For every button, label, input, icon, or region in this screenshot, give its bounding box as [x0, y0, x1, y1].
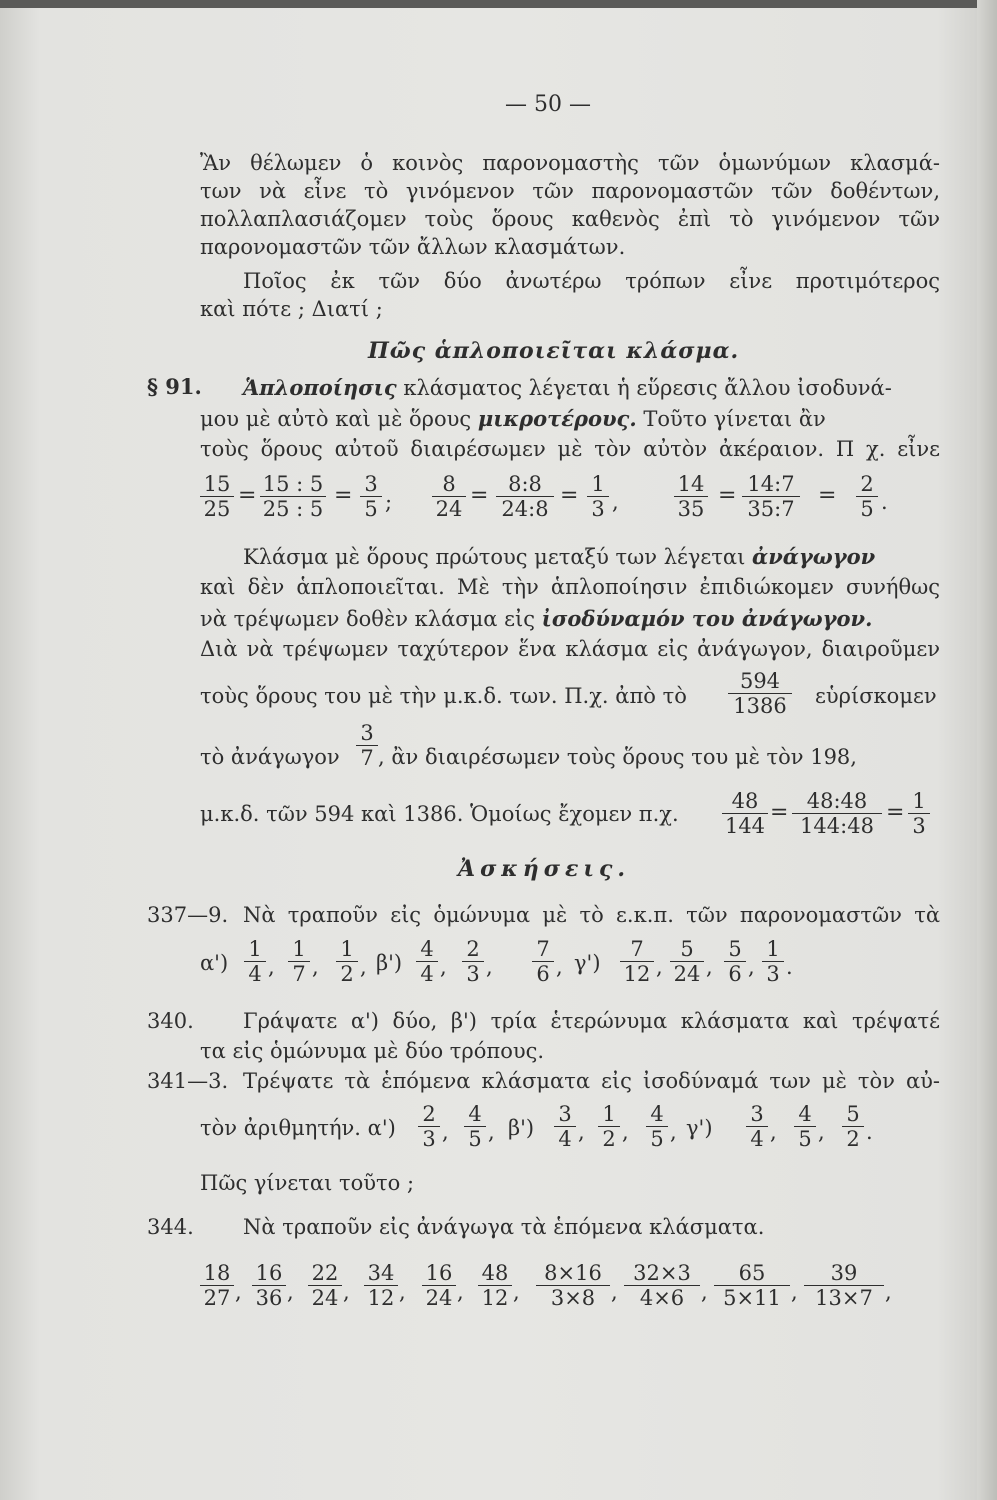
s91-line-2 [200, 405, 940, 433]
frac-15-25 [200, 473, 234, 520]
den: 4 [248, 962, 262, 986]
separator: , [818, 1120, 825, 1144]
num: 3 [554, 1103, 576, 1127]
irr-line-2: καὶ δὲν ἁπλοποιεῖται. Μὲ τὴν ἁπλοποίησιν ἐπιδιώκομεν συνήθως [200, 575, 940, 599]
exercise-340-line-2: τα εἰς ὁμώνυμα μὲ δύο τρόπους. [200, 1039, 545, 1063]
separator: , [612, 490, 619, 514]
exercise-340-number: 340. [147, 1009, 194, 1033]
irr-line-5-b: εὑρίσκομεν [815, 684, 937, 708]
num: 1 [598, 1103, 620, 1127]
frac-8div8-24div8 [496, 473, 554, 520]
exercise-337-number: 337—9. [147, 903, 229, 927]
frac-1-3-b [908, 790, 930, 837]
den: 4 [420, 962, 434, 986]
num: 4 [646, 1103, 668, 1127]
den: 25 : 5 [262, 497, 324, 521]
num: 48 [478, 1262, 512, 1286]
separator: , [670, 1120, 677, 1144]
den: 4 [558, 1127, 572, 1151]
term-equivalent-irreducible: ἰσοδύναμόν του ἀνάγωγον. [541, 606, 873, 631]
den: 5 [468, 1127, 482, 1151]
frac-5-6 [724, 938, 746, 985]
term-irreducible: ἀνάγωγον [752, 544, 876, 569]
exercise-344-number: 344. [147, 1215, 194, 1239]
num: 15 : 5 [260, 473, 326, 497]
exercise-344-text: Νὰ τραποῦν εἰς ἀνάγωγα τὰ ἑπόμενα κλάσματα. [243, 1215, 765, 1239]
s91-line-1-rest: κλάσματος λέγεται ἡ εὕρεσις ἄλλου ἰσοδυνά- [396, 376, 892, 400]
num: 8×16 [536, 1262, 610, 1286]
frac-16-24 [422, 1262, 456, 1309]
den: 1386 [733, 694, 787, 718]
frac-1-2-b [598, 1103, 620, 1150]
separator: . [881, 490, 888, 514]
intro-line-5: Ποῖος ἐκ τῶν δύο ἀνωτέρω τρόπων εἶνε προτιμότερος [243, 269, 940, 293]
den: 3 [591, 497, 605, 521]
separator: , [611, 1280, 618, 1304]
frac-18-27 [200, 1262, 234, 1309]
frac-48-12 [478, 1262, 512, 1309]
frac-2-3 [462, 938, 484, 985]
separator: , [457, 1280, 464, 1304]
exercise-341-line-1: Τρέψατε τὰ ἑπόμενα κλάσματα εἰς ἰσοδύναμά των μὲ τὸν αὐ- [243, 1069, 940, 1093]
frac-2-3-b [418, 1103, 440, 1150]
frac-16-36 [252, 1262, 286, 1309]
separator: , [770, 1120, 777, 1144]
den: 13×7 [815, 1286, 873, 1310]
num: 1 [908, 790, 930, 814]
frac-594-1386 [728, 670, 792, 717]
num: 8 [432, 473, 466, 497]
separator: , [440, 955, 447, 979]
exercise-341-line-3: Πῶς γίνεται τοῦτο ; [200, 1171, 415, 1195]
den: 6 [728, 962, 742, 986]
intro-line-4: παρονομαστῶν τῶν ἄλλων κλασμάτων. [200, 235, 626, 259]
den: 144 [724, 814, 766, 838]
frac-1-4 [244, 938, 266, 985]
frac-8x16-3x8 [536, 1262, 610, 1309]
label-c: γ') [686, 1116, 713, 1140]
frac-65-5x11 [714, 1262, 790, 1309]
separator: , [235, 1280, 242, 1304]
num: 48 [722, 790, 768, 814]
term-simplification: Ἁπλοποίησις [243, 375, 397, 400]
irr-line-3 [200, 605, 940, 633]
label-c: γ') [574, 951, 601, 975]
den: 35 [677, 497, 705, 521]
den: 24 [425, 1286, 453, 1310]
den: 5 [798, 1127, 812, 1151]
frac-8-24 [432, 473, 466, 520]
label-a: α') [200, 951, 229, 975]
intro-line-3: πολλαπλασιάζομεν τοὺς ὅρους καθενὸς ἐπὶ τὸ γινόμενον τῶν [200, 207, 940, 231]
frac-3-4 [554, 1103, 576, 1150]
frac-34-12 [364, 1262, 398, 1309]
den: 27 [203, 1286, 231, 1310]
irr-line-5-a: τοὺς ὅρους του μὲ τὴν μ.κ.δ. των. Π.χ. ἀπὸ τὸ [200, 684, 687, 708]
frac-7-6 [532, 938, 554, 985]
frac-1-3-c [762, 938, 784, 985]
separator: , [513, 1280, 520, 1304]
separator: , [343, 1280, 350, 1304]
frac-15div5-25div5 [260, 473, 326, 520]
den: 3×8 [550, 1286, 596, 1310]
equals: = [238, 483, 257, 508]
separator: , [656, 955, 663, 979]
label-b: β') [376, 951, 403, 975]
frac-1-7 [288, 938, 310, 985]
separator: , [360, 955, 367, 979]
irr-line-7-a: μ.κ.δ. τῶν 594 καὶ 1386. Ὁμοίως ἔχομεν π.χ. [200, 802, 679, 826]
equals: = [770, 800, 789, 825]
s91-line-1 [243, 374, 940, 402]
irr-line-6-a: τὸ ἀνάγωγον [200, 745, 340, 769]
frac-48-144 [722, 790, 768, 837]
num: 14 [674, 473, 708, 497]
equals: = [718, 483, 737, 508]
num: 1 [762, 938, 784, 962]
separator: , [791, 1280, 798, 1304]
separator: , [556, 955, 563, 979]
frac-1-2 [336, 938, 358, 985]
num: 39 [804, 1262, 884, 1286]
num: 3 [356, 722, 378, 746]
separator: , [312, 955, 319, 979]
num: 1 [587, 473, 609, 497]
separator: , [488, 1120, 495, 1144]
den: 24 [311, 1286, 339, 1310]
num: 1 [288, 938, 310, 962]
den: 4×6 [639, 1286, 685, 1310]
s91-line-2-c: Τοῦτο γίνεται ἂν [636, 407, 826, 431]
num: 22 [308, 1262, 342, 1286]
equals: = [334, 483, 353, 508]
den: 5 [650, 1127, 664, 1151]
frac-39-13x7 [804, 1262, 884, 1309]
num: 1 [244, 938, 266, 962]
irr-line-6-b: , ἂν διαιρέσωμεν τοὺς ὅρους του μὲ τὸν 198, [378, 745, 857, 769]
den: 5 [860, 497, 874, 521]
frac-4-5 [464, 1103, 486, 1150]
frac-3-5 [360, 473, 382, 520]
den: 24 [435, 497, 463, 521]
den: 5 [364, 497, 378, 521]
den: 2 [846, 1127, 860, 1151]
num: 14:7 [742, 473, 800, 497]
num: 48:48 [792, 790, 882, 814]
num: 5 [842, 1103, 864, 1127]
frac-3-7 [356, 722, 378, 769]
frac-5-24 [670, 938, 704, 985]
den: 3 [766, 962, 780, 986]
separator: . [786, 955, 793, 979]
den: 24 [673, 962, 701, 986]
exercise-341-number: 341—3. [147, 1069, 229, 1093]
den: 2 [340, 962, 354, 986]
exercise-337-text: Νὰ τραποῦν εἰς ὁμώνυμα μὲ τὸ ε.κ.π. τῶν παρονομαστῶν τὰ [243, 903, 940, 927]
den: 2 [602, 1127, 616, 1151]
num: 4 [794, 1103, 816, 1127]
num: 5 [670, 938, 704, 962]
irr-line-1 [243, 543, 940, 571]
num: 2 [418, 1103, 440, 1127]
section-heading: Πῶς ἁπλοποιεῖται κλάσμα. [368, 338, 740, 364]
num: 4 [464, 1103, 486, 1127]
den: 12 [623, 962, 651, 986]
den: 7 [360, 746, 374, 770]
equals: = [818, 483, 837, 508]
den: 3 [466, 962, 480, 986]
num: 15 [200, 473, 234, 497]
frac-2-5 [856, 473, 878, 520]
num: 4 [416, 938, 438, 962]
den: 6 [536, 962, 550, 986]
den: 25 [203, 497, 231, 521]
den: 5×11 [723, 1286, 781, 1310]
scan-top-edge [0, 0, 997, 8]
num: 3 [746, 1103, 768, 1127]
num: 7 [620, 938, 654, 962]
frac-22-24 [308, 1262, 342, 1309]
num: 34 [364, 1262, 398, 1286]
num: 16 [422, 1262, 456, 1286]
num: 2 [856, 473, 878, 497]
exercise-340-line-1: Γράψατε α') δύο, β') τρία ἑτερώνυμα κλάσματα καὶ τρέψατέ [243, 1009, 940, 1033]
s91-line-3: τοὺς ὅρους αὐτοῦ διαιρέσωμεν μὲ τὸν αὐτὸν ἀκέραιον. Π χ. εἶνε [200, 437, 940, 461]
separator: , [578, 1120, 585, 1144]
irr-line-1-a: Κλάσμα μὲ ὅρους πρώτους μεταξύ των λέγεται [243, 545, 753, 569]
frac-32x3-4x6 [624, 1262, 700, 1309]
separator: , [399, 1280, 406, 1304]
s91-line-2-a: μου μὲ αὐτὸ καὶ μὲ ὅρους [200, 407, 478, 431]
intro-line-1: Ἂν θέλωμεν ὁ κοινὸς παρονομαστὴς τῶν ὁμωνύμων κλασμά- [200, 151, 940, 175]
separator: ; [385, 490, 393, 514]
frac-7-12 [620, 938, 654, 985]
num: 8:8 [496, 473, 554, 497]
separator: , [486, 955, 493, 979]
frac-4-5-c [794, 1103, 816, 1150]
separator: , [442, 1120, 449, 1144]
separator: , [748, 955, 755, 979]
num: 7 [532, 938, 554, 962]
separator: . [866, 1120, 873, 1144]
separator: , [287, 1280, 294, 1304]
intro-line-6: καὶ πότε ; Διατί ; [200, 297, 383, 321]
den: 4 [750, 1127, 764, 1151]
den: 144:48 [800, 814, 874, 838]
separator: , [706, 955, 713, 979]
equals: = [560, 483, 579, 508]
irr-line-4: Διὰ νὰ τρέψωμεν ταχύτερον ἕνα κλάσμα εἰς ἀνάγωγον, διαιροῦμεν [200, 637, 940, 661]
exercise-341-line-2: τὸν ἀριθμητήν. α') [200, 1116, 396, 1140]
num: 594 [728, 670, 792, 694]
page-number: — 50 — [505, 92, 591, 117]
equals: = [470, 483, 489, 508]
den: 7 [292, 962, 306, 986]
label-b: β') [508, 1116, 535, 1140]
den: 35:7 [747, 497, 795, 521]
frac-48div48-144div48 [792, 790, 882, 837]
section-number-91: § 91. [147, 374, 202, 399]
den: 12 [367, 1286, 395, 1310]
num: 32×3 [624, 1262, 700, 1286]
num: 65 [714, 1262, 790, 1286]
separator: , [268, 955, 275, 979]
intro-line-2: των νὰ εἶνε τὸ γινόμενον τῶν παρονομαστῶν τῶν δοθέντων, [200, 179, 940, 203]
num: 3 [360, 473, 382, 497]
frac-4-5-b [646, 1103, 668, 1150]
frac-4-4 [416, 938, 438, 985]
frac-1-3 [587, 473, 609, 520]
den: 3 [422, 1127, 436, 1151]
den: 36 [255, 1286, 283, 1310]
num: 18 [200, 1262, 234, 1286]
term-smaller: μικροτέρους. [477, 406, 637, 431]
den: 24:8 [501, 497, 549, 521]
num: 5 [724, 938, 746, 962]
num: 2 [462, 938, 484, 962]
frac-14div7-35div7 [742, 473, 800, 520]
num: 16 [252, 1262, 286, 1286]
scan-right-edge [977, 0, 997, 1500]
separator: , [622, 1120, 629, 1144]
num: 1 [336, 938, 358, 962]
separator: , [701, 1280, 708, 1304]
exercises-heading: Ἀσκήσεις. [458, 856, 631, 882]
den: 3 [912, 814, 926, 838]
equals: = [886, 800, 905, 825]
frac-5-2 [842, 1103, 864, 1150]
irr-line-3-a: νὰ τρέψωμεν δοθὲν κλάσμα εἰς [200, 607, 542, 631]
den: 12 [481, 1286, 509, 1310]
separator: , [885, 1280, 892, 1304]
frac-3-4-b [746, 1103, 768, 1150]
frac-14-35 [674, 473, 708, 520]
